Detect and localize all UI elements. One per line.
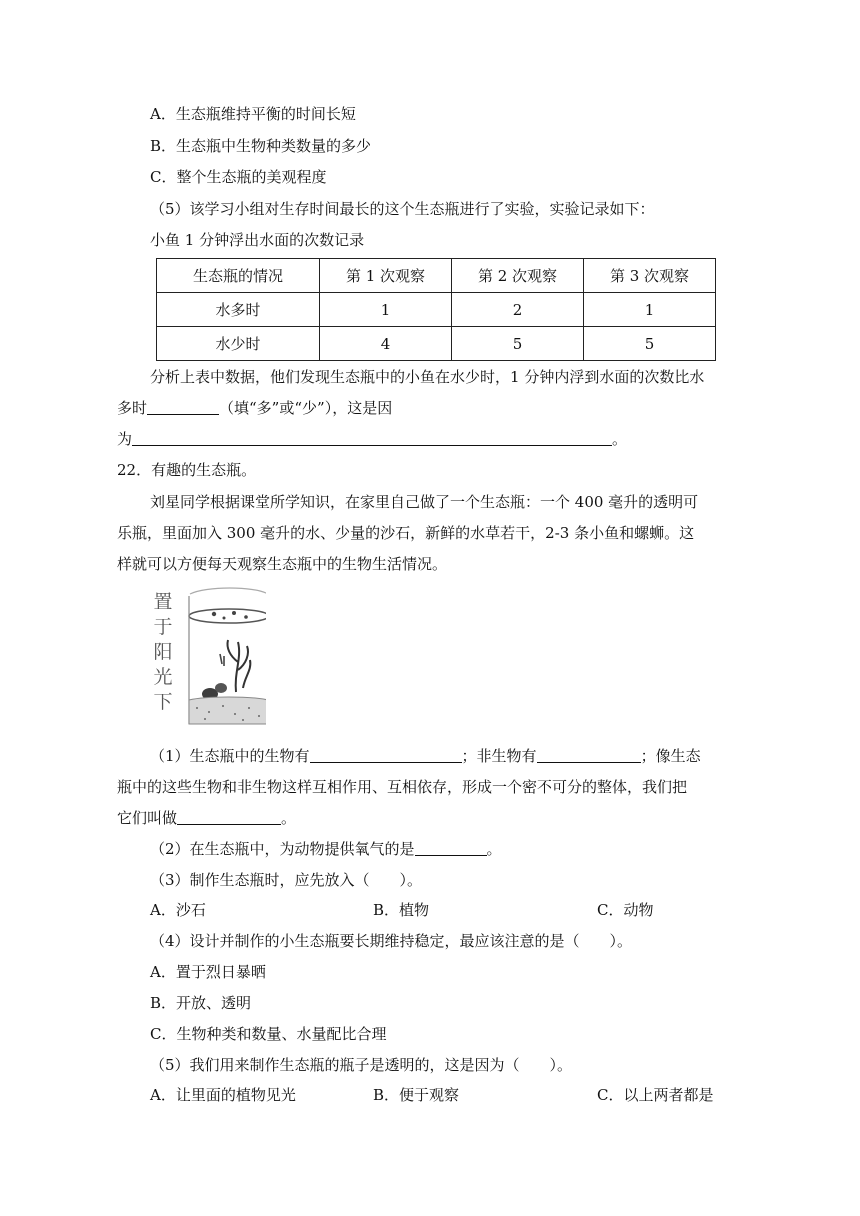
q22-sub1-line-2: 瓶中的这些生物和非生物这样互相作用、互相依存，形成一个密不可分的整体，我们把 (117, 778, 688, 796)
question-text: （2）在生态瓶中，为动物提供氧气的是 (150, 840, 415, 858)
q21-option-a: A．生态瓶维持平衡的时间长短 (150, 105, 356, 123)
answer-blank-ecosystem[interactable] (177, 809, 281, 825)
analysis-text: 。 (612, 430, 628, 448)
q22-sub5-option-c: C．以上两者都是 (597, 1086, 714, 1104)
answer-blank[interactable] (147, 399, 219, 415)
q22-sub2 (150, 839, 502, 859)
answer-blank[interactable] (132, 430, 612, 446)
analysis-text: 为 (117, 430, 133, 448)
table-header-cell: 第 3 次观察 (584, 259, 716, 293)
q22-sub1-line-1 (150, 746, 701, 766)
q22-sub3-option-b: B．植物 (373, 901, 430, 919)
analysis-line-1: 分析上表中数据，他们发现生态瓶中的小鱼在水少时，1 分钟内浮到水面的次数比水 (150, 368, 705, 386)
analysis-text: （填“多”或“少”），这是因 (219, 399, 393, 417)
analysis-text: 多时 (117, 399, 148, 417)
q22-intro-line-2: 乐瓶，里面加入 300 毫升的水、少量的沙石，新鲜的水草若干，2-3 条小鱼和螺蛳。这 (117, 524, 695, 542)
q22-sub5: （5）我们用来制作生态瓶的瓶子是透明的，这是因为（ ）。 (150, 1056, 573, 1074)
answer-blank-oxygen[interactable] (415, 840, 487, 856)
q21-option-b: B．生态瓶中生物种类数量的多少 (150, 137, 372, 155)
question-text: （1）生态瓶中的生物有 (150, 747, 310, 765)
image-caption: 置于阳光下 (153, 591, 173, 713)
q22-sub1-line-3 (117, 808, 296, 828)
answer-blank-nonliving[interactable] (537, 747, 641, 763)
table-caption: 小鱼 1 分钟浮出水面的次数记录 (150, 231, 365, 249)
question-text: 。 (281, 809, 297, 827)
table-header-cell: 生态瓶的情况 (157, 259, 320, 293)
q21-subquestion-5: （5）该学习小组对生存时间最长的这个生态瓶进行了实验，实验记录如下： (150, 200, 655, 218)
table-header-row (157, 259, 716, 293)
q22-intro-line-1: 刘星同学根据课堂所学知识，在家里自己做了一个生态瓶：一个 400 毫升的透明可 (150, 493, 699, 511)
q22-sub4-option-b: B．开放、透明 (150, 994, 252, 1012)
question-text: 。 (486, 840, 502, 858)
table-cell: 5 (452, 327, 584, 361)
analysis-line-2 (117, 398, 392, 418)
table-cell: 1 (584, 293, 716, 327)
q22-intro-line-3: 样就可以方便每天观察生态瓶中的生物生活情况。 (117, 555, 448, 573)
table-cell: 5 (584, 327, 716, 361)
q22-sub5-option-b: B．便于观察 (373, 1086, 460, 1104)
q22-sub3-option-a: A．沙石 (150, 901, 206, 919)
q22-sub3: （3）制作生态瓶时，应先放入（ ）。 (150, 871, 423, 889)
q22-sub5-option-a: A．让里面的植物见光 (150, 1086, 296, 1104)
q22-sub4: （4）设计并制作的小生态瓶要长期维持稳定，最应该注意的是（ ）。 (150, 932, 633, 950)
table-cell: 水少时 (157, 327, 320, 361)
question-text: 它们叫做 (117, 809, 178, 827)
table-header-cell: 第 2 次观察 (452, 259, 584, 293)
analysis-line-3 (117, 429, 627, 449)
answer-blank-organisms[interactable] (310, 747, 462, 763)
table-row (157, 327, 716, 361)
q22-sub3-option-c: C．动物 (597, 901, 654, 919)
question-text: ；非生物有 (461, 747, 537, 765)
eco-bottle-drawing (146, 584, 266, 734)
eco-bottle-illustration (146, 584, 266, 734)
table-header-cell: 第 1 次观察 (320, 259, 452, 293)
q21-option-c: C．整个生态瓶的美观程度 (150, 168, 327, 186)
question-text: ；像生态 (640, 747, 701, 765)
table-row (157, 293, 716, 327)
q22-sub4-option-a: A．置于烈日暴晒 (150, 963, 266, 981)
q22-title: 22．有趣的生态瓶。 (117, 461, 257, 479)
observation-table (156, 258, 716, 361)
table-cell: 2 (452, 293, 584, 327)
table-cell: 1 (320, 293, 452, 327)
table-cell: 4 (320, 327, 452, 361)
q22-sub4-option-c: C．生物种类和数量、水量配比合理 (150, 1025, 387, 1043)
table-cell: 水多时 (157, 293, 320, 327)
